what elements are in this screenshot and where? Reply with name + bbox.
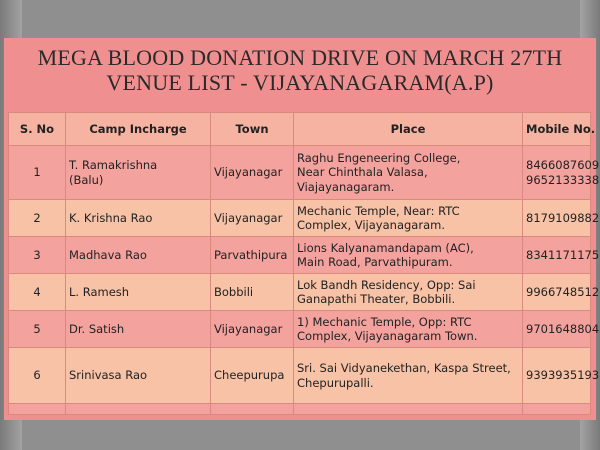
cell-town: Vijayanagar — [211, 146, 294, 200]
poster — [4, 38, 600, 420]
incharge-line: T. Ramakrishna — [69, 158, 158, 172]
cell-sno: 5 — [9, 311, 66, 348]
cell-mobile — [523, 348, 600, 404]
mobile-number: 9393935193 — [526, 368, 600, 383]
table-row-empty — [9, 404, 591, 415]
place-line: Viajayanagaram. — [297, 179, 395, 194]
cell-place — [294, 311, 523, 348]
cell-incharge — [66, 311, 211, 348]
place-line: Near Chinthala Valasa, — [297, 165, 428, 180]
incharge-line: Madhava Rao — [69, 247, 147, 262]
table-row — [9, 146, 591, 200]
place-line: Lok Bandh Residency, Opp: Sai — [297, 277, 476, 292]
header-place: Place — [294, 113, 523, 146]
table-row — [9, 200, 591, 237]
cell-mobile — [523, 311, 600, 348]
cell-mobile — [523, 237, 600, 274]
header-camp-incharge: Camp Incharge — [66, 113, 211, 146]
cell-incharge — [66, 200, 211, 237]
incharge-line: L. Ramesh — [69, 284, 130, 299]
place-line: Complex, Vijayanagaram Town. — [297, 329, 478, 343]
cell-sno: 3 — [9, 237, 66, 274]
mobile-number: 8341171175 — [526, 247, 600, 262]
table-row — [9, 237, 591, 274]
cell-place — [294, 237, 523, 274]
place-line: Main Road, Parvathipuram. — [297, 255, 453, 269]
cell-empty — [523, 404, 591, 415]
cell-empty — [294, 404, 523, 415]
table-row — [9, 274, 591, 311]
title-line-1: MEGA BLOOD DONATION DRIVE ON MARCH 27TH — [37, 45, 563, 70]
venue-table — [8, 112, 600, 415]
header-sno: S. No — [9, 113, 66, 146]
table-row — [9, 348, 591, 404]
cell-place — [294, 146, 523, 200]
cell-place — [294, 348, 523, 404]
cell-incharge — [66, 237, 211, 274]
incharge-line: (Balu) — [69, 172, 104, 187]
header-mobile: Mobile No. — [523, 113, 591, 146]
cell-town: Vijayanagar — [211, 311, 294, 348]
incharge-line: Dr. Satish — [69, 321, 125, 336]
place-line: Lions Kalyanamandapam (AC), — [297, 240, 474, 255]
mobile-number: 9652133338 — [526, 172, 600, 187]
place-line: Chepurupalli. — [297, 375, 374, 390]
cell-sno: 2 — [9, 200, 66, 237]
cell-town: Vijayanagar — [211, 200, 294, 237]
cell-mobile — [523, 274, 600, 311]
place-line: Ganapathi Theater, Bobbili. — [297, 292, 456, 306]
cell-sno: 4 — [9, 274, 66, 311]
mobile-number: 8466087609 — [526, 158, 600, 172]
cell-place — [294, 274, 523, 311]
table-row — [9, 311, 591, 348]
cell-town: Cheepurupa — [211, 348, 294, 404]
cell-incharge — [66, 146, 211, 200]
mobile-number: 9966748512 — [526, 284, 600, 299]
cell-place — [294, 200, 523, 237]
incharge-line: Srinivasa Rao — [69, 368, 148, 383]
place-line: Sri. Sai Vidyanekethan, Kaspa Street, — [297, 361, 511, 375]
cell-incharge — [66, 274, 211, 311]
cell-incharge — [66, 348, 211, 404]
table-header-row — [9, 113, 591, 146]
cell-empty — [211, 404, 294, 415]
cell-mobile — [523, 146, 600, 200]
cell-empty — [66, 404, 211, 415]
title-line-2: VENUE LIST - VIJAYANAGARAM(A.P) — [106, 70, 494, 95]
mobile-number: 9701648804 — [526, 321, 600, 336]
cell-town: Parvathipura — [211, 237, 294, 274]
cell-sno: 1 — [9, 146, 66, 200]
place-line: Mechanic Temple, Near: RTC — [297, 203, 460, 218]
header-town: Town — [211, 113, 294, 146]
cell-town: Bobbili — [211, 274, 294, 311]
incharge-line: K. Krishna Rao — [69, 210, 153, 225]
cell-empty — [9, 404, 66, 415]
place-line: Raghu Engeneering College, — [297, 150, 461, 165]
place-line: 1) Mechanic Temple, Opp: RTC — [297, 314, 472, 329]
cell-mobile — [523, 200, 600, 237]
mobile-number: 8179109882 — [526, 210, 600, 225]
place-line: Complex, Vijayanagaram. — [297, 218, 445, 232]
cell-sno: 6 — [9, 348, 66, 404]
poster-title — [4, 38, 596, 95]
